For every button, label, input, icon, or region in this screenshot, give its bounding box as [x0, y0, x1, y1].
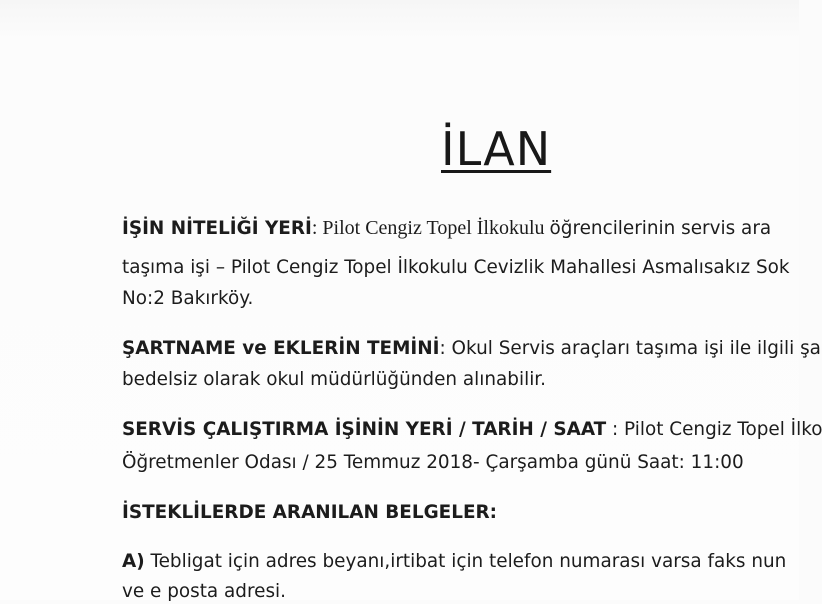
section-job-nature-separator: :: [311, 217, 323, 239]
section-service-line-1: [122, 418, 822, 442]
section-specification-line-1: [122, 337, 821, 361]
item-a-line-1: [122, 550, 786, 574]
section-service-line-2: Öğretmenler Odası / 25 Temmuz 2018- Çarşamba günü Saat: 11:00: [122, 452, 744, 473]
section-service-label: SERVİS ÇALIŞTIRMA İŞİNİN YERİ / TARİH / SAAT: [122, 419, 607, 440]
section-job-nature-text-1: öğrencilerinin servis ara: [549, 218, 772, 239]
section-job-nature-label: İŞİN NİTELİĞİ YERİ: [122, 218, 312, 239]
section-specification-label: ŞARTNAME ve EKLERİN TEMİNİ: [122, 338, 440, 359]
section-job-nature-line-3: No:2 Bakırköy.: [122, 288, 254, 309]
section-job-nature-line-2: taşıma işi – Pilot Cengiz Topel İlkokulu Cevizlik Mahallesi Asmalısakız Sok: [122, 257, 790, 278]
section-service-text-1: : Pilot Cengiz Topel İlko: [606, 419, 822, 440]
section-job-nature-line-1: [122, 216, 771, 241]
item-a-text-1: Tebligat için adres beyanı,irtibat için telefon numarası varsa faks nun: [144, 551, 787, 572]
section-job-nature-school-name: Pilot Cengiz Topel İlkokulu: [322, 217, 550, 239]
section-specification-text-1: : Okul Servis araçları taşıma işi ile ilgili şa: [439, 338, 821, 359]
section-required-documents-heading: İSTEKLİLERDE ARANILAN BELGELER:: [122, 502, 498, 523]
item-a-line-2: ve e posta adresi.: [122, 581, 286, 602]
item-a-marker: A): [122, 551, 145, 572]
section-specification-line-2: bedelsiz olarak okul müdürlüğünden alınabilir.: [122, 369, 547, 390]
page-title: İLAN: [441, 122, 552, 176]
